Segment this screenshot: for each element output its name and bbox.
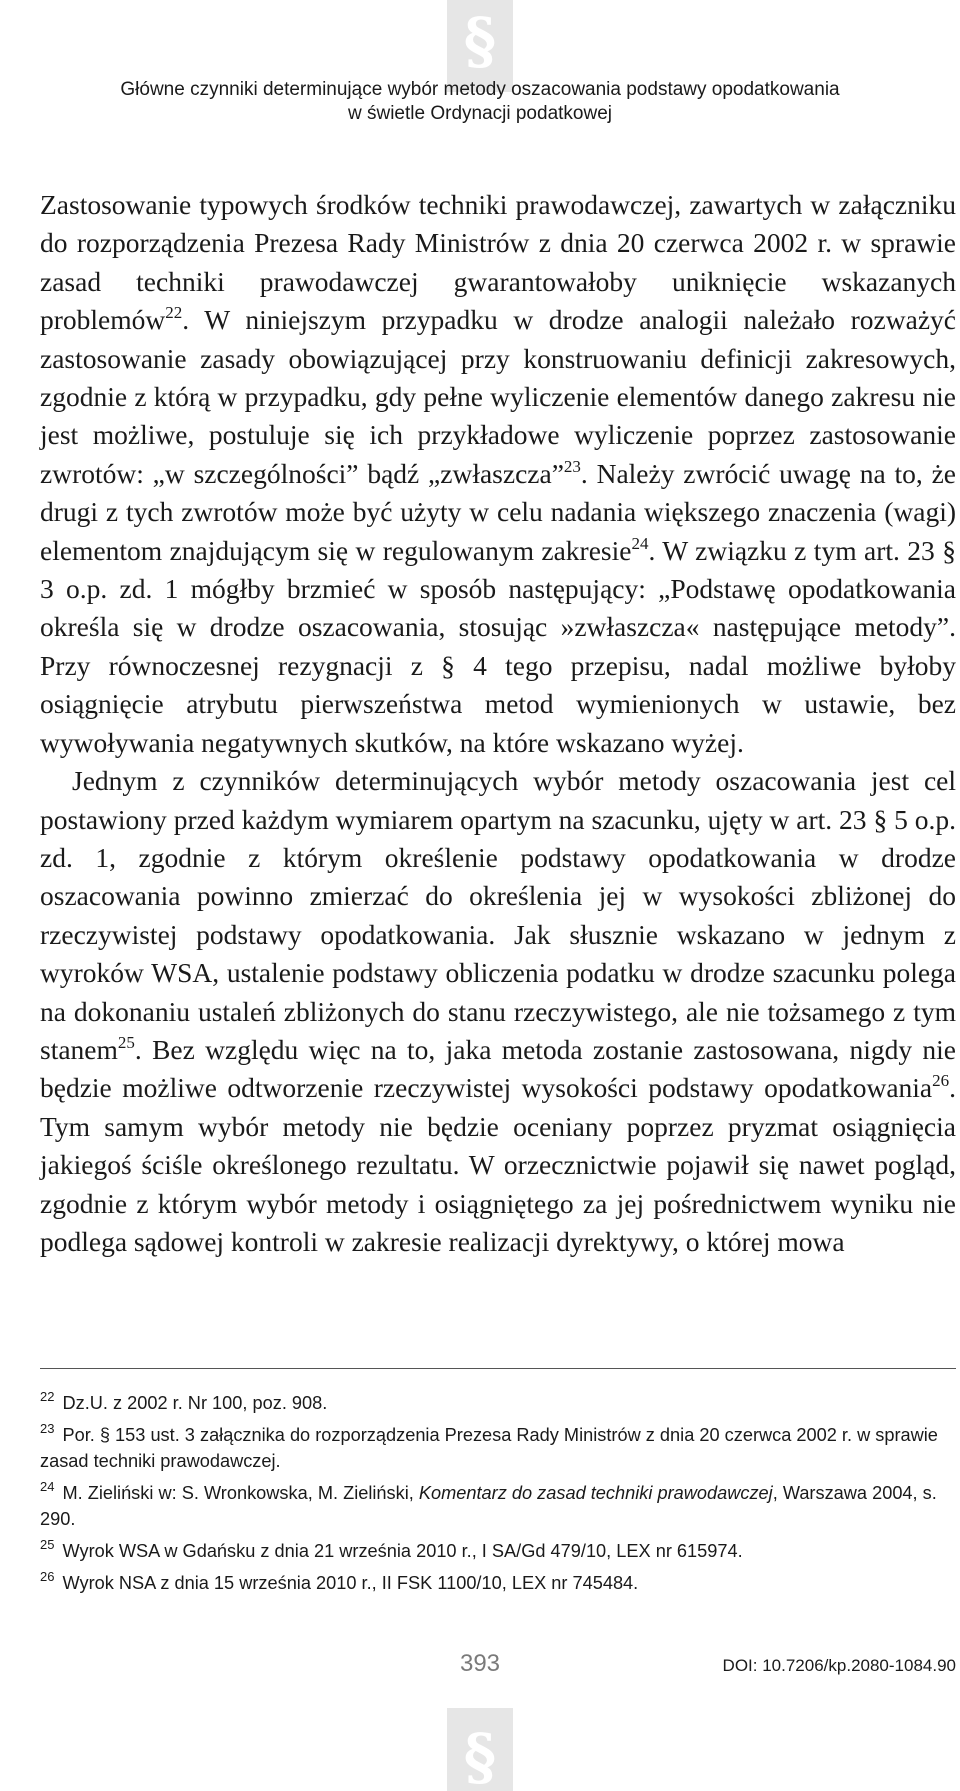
paragraph-1-part-a: Zastosowanie typowych środków techniki prawodawczej, zawartych w załączniku do rozporządzenia Prezesa Rady Ministrów z dnia 20 czerwca 2002 r. w sprawie zasad techniki prawodawczej gwarantowałoby uniknięcie wskazanych problemów <box>40 189 956 336</box>
footnote-ref-23: 23 <box>563 456 581 476</box>
paragraph-2 <box>40 762 956 1261</box>
section-sign-watermark-bottom: § <box>447 1708 513 1791</box>
running-header-line-1: Główne czynniki determinujące wybór metody oszacowania podstawy opodatkowania <box>120 79 840 100</box>
footnotes <box>40 1390 958 1602</box>
paragraph-1 <box>40 186 956 762</box>
paragraph-2-part-a: Jednym z czynników determinujących wybór metody oszacowania jest cel postawiony przed każdym wymiarem opartym na szacunku, ujęty w art. 23 § 5 o.p. zd. 1, zgodnie z którym określenie podstawy opodatkowania w drodze oszacowania powinno zmierzać do określenia jej w wysokości zbliżonej do rzeczywistej podstawy opodatkowania. Jak słusznie wskazano w jednym z wyroków WSA, ustalenie podstawy obliczenia podatku w drodze szacunku polega na dokonaniu ustaleń zbliżonych do stanu rzeczywistego, ale nie tożsamego z tym stanem <box>40 765 956 1065</box>
footnote-divider <box>40 1368 956 1369</box>
footnote-ref-22: 22 <box>165 303 183 323</box>
running-header-line-2: w świetle Ordynacji podatkowej <box>347 103 612 124</box>
footnote-23 <box>40 1422 958 1474</box>
footnote-book-title: Komentarz do zasad techniki prawodawczej <box>418 1483 773 1503</box>
main-text <box>40 186 956 1261</box>
paragraph-2-part-c: . Tym samym wybór metody nie będzie oceniany poprzez pryzmat osiągnięcia jakiegoś ściśle określonego rezultatu. W orzecznictwie pojawił się nawet pogląd, zgodnie z którym wybór metody i osiągniętego za jej pośrednictwem wyniku nie podlega sądowej kontroli w zakresie realizacji dyrektywy, o której mowa <box>40 1072 956 1257</box>
footnote-22 <box>40 1390 958 1416</box>
footnote-number: 22 <box>40 1389 55 1404</box>
footnote-text: , Warszawa 2004, s. 290. <box>40 1483 937 1529</box>
paragraph-1-part-d: . W związku z tym art. 23 § 3 o.p. zd. 1 mógłby brzmieć w sposób następujący: „Podstawę opodatkowania określa się w drodze oszacowania, stosując »zwłaszcza« następujące metody”. Przy równoczesnej rezygnacji z § 4 tego przepisu, nadal możliwe byłoby osiągnięcie atrybutu pierwszeństwa metod wymienionych w ustawie, bez wywoływania negatywnych skutków, na które wskazano wyżej. <box>40 534 956 758</box>
footnote-text: Dz.U. z 2002 r. Nr 100, poz. 908. <box>62 1393 328 1413</box>
paragraph-1-part-c: . Należy zwrócić uwagę na to, że drugi z tych zwrotów może być użyty w celu nadania większego znaczenia (wagi) elementom znajdującym się w regulowanym zakresie <box>40 457 957 566</box>
footnote-number: 26 <box>40 1569 55 1584</box>
doi-text: DOI: 10.7206/kp.2080-1084.90 <box>722 1656 956 1675</box>
page-number: 393 <box>459 1650 501 1677</box>
footnote-24 <box>40 1480 958 1532</box>
footnote-text: Wyrok WSA w Gdańsku z dnia 21 września 2010 r., I SA/Gd 479/10, LEX nr 615974. <box>62 1541 743 1561</box>
footnote-ref-25: 25 <box>117 1032 135 1052</box>
footnote-text: Wyrok NSA z dnia 15 września 2010 r., II FSK 1100/10, LEX nr 745484. <box>62 1573 639 1593</box>
footnote-number: 25 <box>40 1537 55 1552</box>
section-sign-watermark-top: § <box>447 0 513 92</box>
footnote-number: 24 <box>40 1479 55 1494</box>
running-header <box>40 78 920 126</box>
footnote-ref-26: 26 <box>932 1071 950 1091</box>
footnote-text: M. Zieliński w: S. Wronkowska, M. Zieliński, <box>62 1483 419 1503</box>
footnote-text: Por. § 153 ust. 3 załącznika do rozporządzenia Prezesa Rady Ministrów z dnia 20 czerwca 2002 r. w sprawie zasad techniki prawodawczej. <box>40 1425 938 1471</box>
paragraph-2-part-b: . Bez względu więc na to, jaka metoda zostanie zastosowana, nigdy nie będzie możliwe odtworzenie rzeczywistej wysokości podstawy opodatkowania <box>40 1033 956 1104</box>
footnote-ref-24: 24 <box>631 533 649 553</box>
footnote-25 <box>40 1538 958 1564</box>
paragraph-1-part-b: . W niniejszym przypadku w drodze analogii należało rozważyć zastosowanie zasady obowiązującej przy konstruowaniu definicji zakresowych, zgodnie z którą w przypadku, gdy pełne wyliczenie elementów danego zakresu nie jest możliwe, postuluje się ich przykładowe wyliczenie poprzez zastosowanie zwrotów: „w szczególności” bądź „zwłaszcza” <box>40 304 956 489</box>
footnote-number: 23 <box>40 1421 55 1436</box>
footnote-26 <box>40 1570 958 1596</box>
